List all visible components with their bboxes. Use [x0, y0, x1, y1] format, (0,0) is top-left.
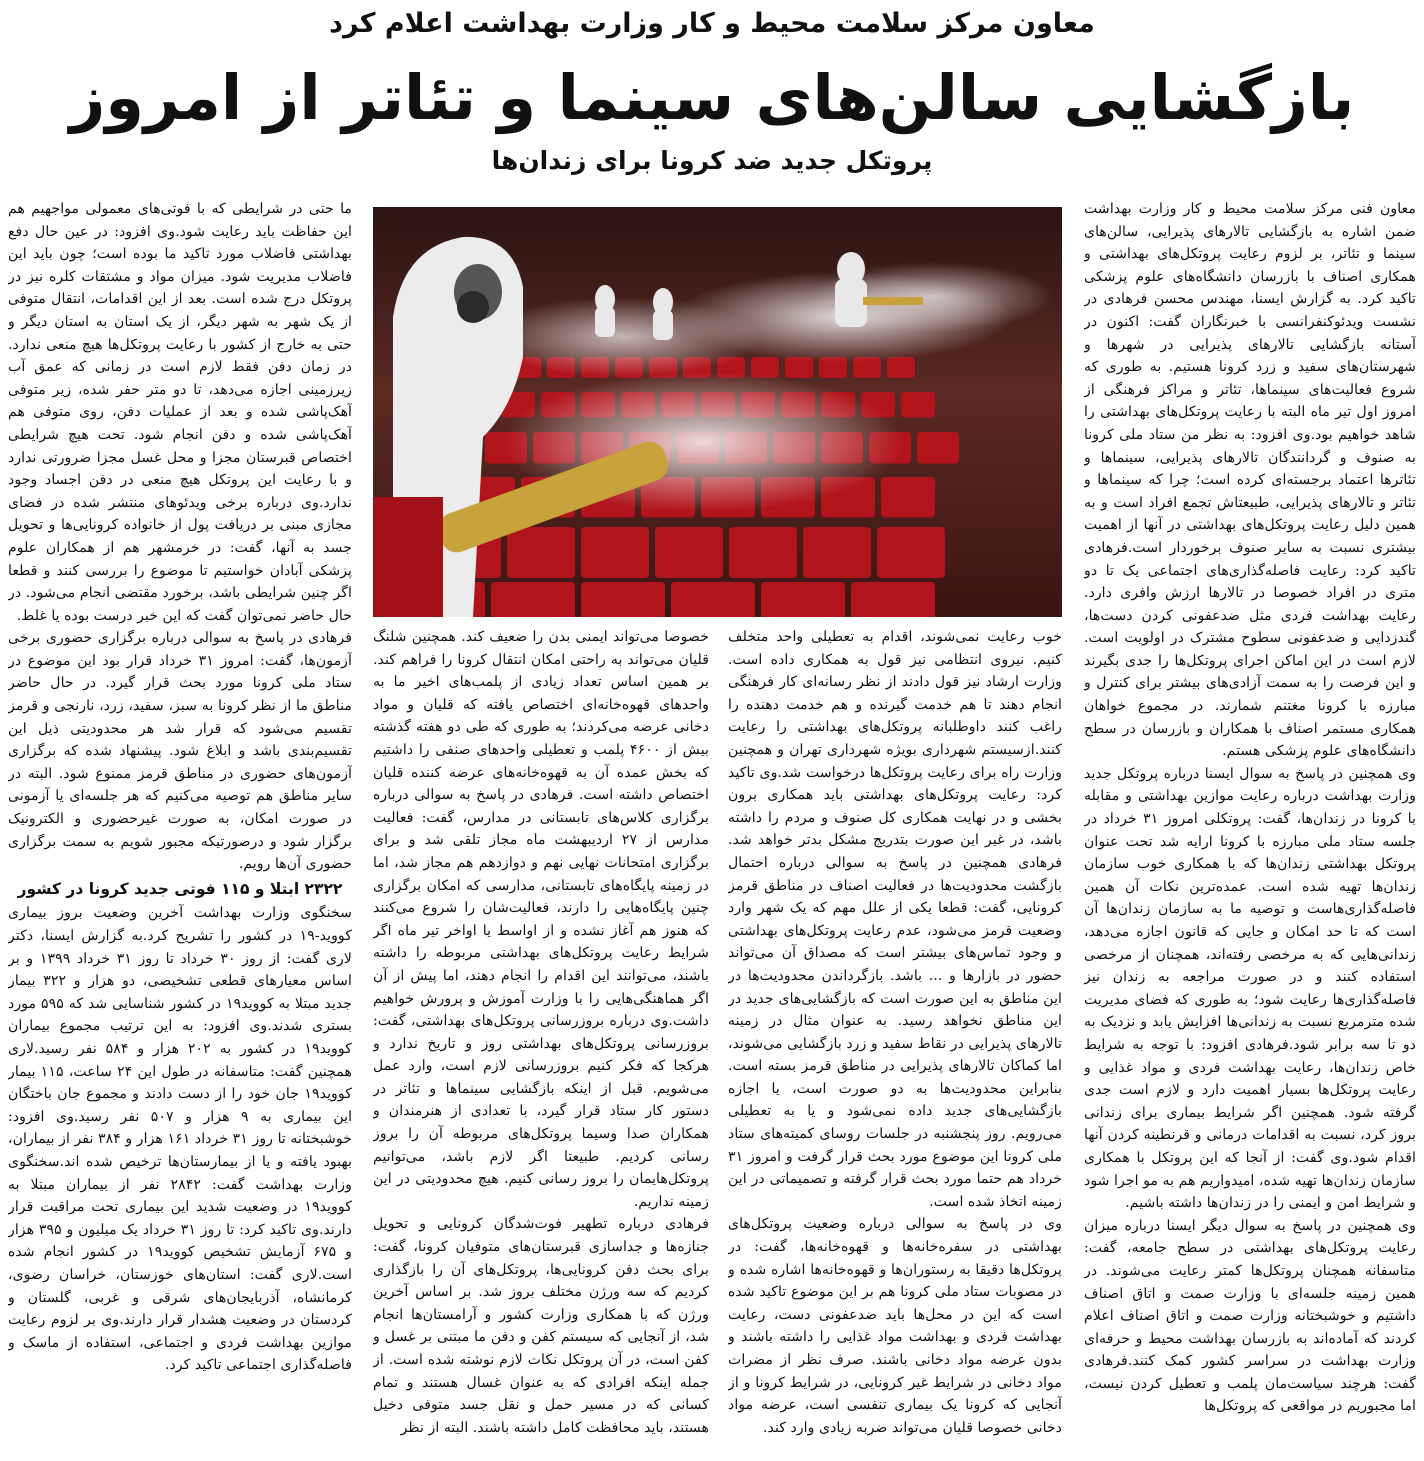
paragraph: معاون فنی مرکز سلامت محیط و کار وزارت بهداشت ضمن اشاره به بازگشایی تالارهای پذیرایی، سالن‌های سینما و تئاتر، بر لزوم رعایت پروتکل‌های بهداشتی و همکاری اصناف با بازرسان دانشگاه‌های علوم پزشکی تاکید کرد. به گزارش ایسنا، مهندس محسن فرهادی در نشست ویدئوکنفرانسی با خبرنگاران گفت: اکنون در آستانه بازگشایی تالارهای پذیرایی در شهرها و شهرستان‌های سفید و زرد کرونا هستیم. به طوری که شروع فعالیت‌های سینماها، تئاتر و مراکز فرهنگی از امروز اول تیر ماه البته با رعایت پروتکل‌های بهداشتی را شاهد خواهیم بود.وی افزود: به نظر من ستاد ملی کرونا به صنوف و گردانندگان تالارهای پذیرایی، سینماها و تئاترها اعتماد برجسته‌ای کرده است؛ چرا که سینماها و تئاتر و تالارهای پذیرایی، طبیعتاش تجمع افراد است و به همین دلیل رعایت پروتکل‌های بهداشتی در آنها از اهمیت بیشتری نسبت به سایر صنوف برخوردار است.فرهادی تاکید کرد: رعایت فاصله‌گذاری‌های اجتماعی یک تا دو متری در افراد خصوصا در تالارها ارزش وافری دارد. رعایت بهداشت فردی مثل ضدعفونی کردن دست‌ها، گندزدایی و ضدعفونی سطوح مشترک در اولویت است. لازم است در این اماکن اجرای پروتکل‌ها را جدی بگیرند و این فرصت را به سمت آزادی‌های بیشتر برای کنترل و مبارزه با کرونا مغتنم شمارند. در مجموع خواهان همکاری مستمر اصناف با همکاران و بازرسان در سطح دانشگاه‌های علوم پزشکی هستم.: [1084, 201, 1416, 760]
section-heading: ۲۳۲۲ ابتلا و ۱۱۵ فوتی جدید کرونا در کشور: [17, 879, 343, 898]
seat: [507, 527, 575, 578]
paragraph: وی در پاسخ به سوالی درباره وضعیت پروتکل‌های بهداشتی در سفره‌خانه‌ها و قهوه‌خانه‌ها، گفت: در پروتکل‌ها دقیقا به رستوران‌ها و قهوه‌خانه‌ها اشاره شده و در مصوبات ستاد ملی کرونا هم بر این موضوع تاکید شده است که این در محل‌ها باید ضدعفونی دست، رعایت بهداشت فردی و بهداشت مواد غذایی را داشته باشند و بدون عرضه مواد دخانی باشند. صرف نظر از مضرات مواد دخانی در شرایط غیر کرونایی، در شرایط کرونا و از آنجایی که کرونا یک بیماری تنفسی است، عرضه مواد دخانی خصوصا قلیان می‌تواند ضربه زیادی وارد کند.: [728, 1216, 1062, 1436]
paragraph: ما حتی در شرایطی که با فوتی‌های معمولی مواجهیم هم این حفاظت باید رعایت شود.وی افزود: در عین حال دفع بهداشتی فاضلاب مورد تاکید ما بوده است؛ چون باید این فاضلاب مدیریت شود. میزان مواد و مشتقات کلره نیز در پروتکل درج شده است. بعد از این اقدامات، انتقال متوفی از یک شهر به شهر دیگر، از یک استان به استان دیگر و حتی به خارج از کشور با رعایت پروتکل‌ها هیچ منعی ندارد. در زمان دفن فقط لازم است در زمانی که عمق آب زیرزمینی اجازه می‌دهد، تا دو متر حفر شده، زیر متوفی آهک‌پاشی شده و بعد از عملیات دفن، روی متوفی هم آهک‌پاشی شده و دفن انجام شود. تحت هیچ شرایطی اختصاص قبرستان مجزا و محل غسل مجزا ضرورتی ندارد و با رعایت این پروتکل هیچ منعی در دفن اجساد وجود ندارد.وی درباره برخی ویدئوهای منتشر شده در فضای مجازی مبنی بر دریافت پول از خانواده کرونایی‌ها و تحویل جسد به آنها، گفت: در خرمشهر هم از همکاران علوم پزشکی آبادان خواستیم تا موضوع را بررسی کنند و قطعا اگر چنین شرایطی باشد، برخورد مقتضی انجام می‌شود. در حال حاضر نمی‌توان گفت که این خبر درست بوده یا غلط.: [8, 201, 352, 624]
seat: [581, 527, 649, 578]
paragraph: وی همچنین در پاسخ به سوال ایسنا درباره پروتکل جدید وزارت بهداشت درباره رعایت موازین بهداشتی و مقابله با کرونا در زندان‌ها، گفت: پروتکلی امروز ۳۱ خرداد در جلسه ستاد ملی مبارزه با کرونا ارایه شد تحت عنوان پروتکل بهداشتی زندان‌ها که با همکاری خوب سازمان زندان‌ها تهیه شده است. عمده‌ترین نکات آن همین فاصله‌گذاری‌هاست و توصیه ما به سازمان زندان‌ها آن است که تا حد امکان و جایی که قانون اجازه می‌دهد، زندانی‌هایی که به مرخصی رفته‌اند، همچنان از مرخصی استفاده کنند و در صورت مراجعه به زندان نیز فاصله‌گذاری‌ها رعایت شود؛ به طوری که فضای مدیریت شده مترمربع نسبت به زندانی‌ها افزایش یابد و نزدیک به دو تا سه برابر شود.فرهادی افزود: با توجه به شرایط خاص زندان‌ها، رعایت بهداشت فردی و مواد غذایی و رعایت پروتکل‌ها بسیار اهمیت دارد و لازم است جدی گرفته شود. همچنین اگر شرایط بیماری برای زندانی بروز کرد، نسبت به اقدامات درمانی و قرنطینه کردن آنها اقدام شود.وی گفت: از آنجا که این پروتکل با همکاری سازمان زندان‌ها تهیه شده، امیدواریم هم به مو اجرا شود و شرایط امن و ایمنی را در زندان‌ها داشته باشیم.: [1084, 765, 1416, 1212]
seat: [729, 527, 797, 578]
seat: [881, 477, 935, 518]
headline: بازگشایی سالن‌های سینما و تئاتر از امروز: [69, 61, 1355, 134]
seat: [581, 582, 665, 617]
seat: [851, 582, 935, 617]
subheadline: پروتکل جدید ضد کرونا برای زندان‌ها: [491, 146, 933, 175]
paragraph: خوب رعایت نمی‌شوند، اقدام به تعطیلی واحد متخلف کنیم. نیروی انتظامی نیز قول به همکاری داده است. وزارت ارشاد نیز قول دادند از نظر رسانه‌ای کار فرهنگی انجام دهند تا هم خدمت گیرنده و هم خدمت دهنده را راغب کنند داوطلبانه پروتکل‌های بهداشتی را رعایت کنند.ازسیستم شهرداری بویژه شهرداری تهران و همچنین وزارت راه برای رعایت پروتکل‌ها درخواست شد.وی تاکید کرد: رعایت پروتکل‌های بهداشتی باید همکاری برون بخشی و در نهایت همکاری کل صنوف و مردم را داشته باشد، در غیر این صورت بتدریج مشکل بدتر خواهد شد. فرهادی همچنین در پاسخ به سوالی درباره احتمال بازگشت محدودیت‌ها در فعالیت اصناف در مناطق قرمز کرونایی، گفت: قطعا یکی از علل مهم که یک شهر وارد وضعیت قرمز می‌شود، عدم رعایت پروتکل‌های بهداشتی و وجود تماس‌های بیشتر است که مصداق آن می‌تواند حضور در بازارها و ... باشد. بازگرداندن محدودیت‌ها در این مناطق به این صورت است که بازگشایی‌های جدید در این مناطق نخواهد رسید. به عنوان مثال در زمینه تالارهای پذیرایی در نقاط سفید و زرد بازگشایی می‌شوند، اما کماکان تالارهای پذیرایی در مناطق قرمز بسته است. بنابراین محدودیت‌ها به دو صورت است، یا اجازه بازگشایی‌های جدید داده نمی‌شود و یا به تعطیلی می‌رویم. روز پنجشنبه در جلسات روسای کمیته‌های ستاد ملی کرونا این موضوع مورد بحث قرار گرفت و امروز ۳۱ خرداد هم حتما مورد بحث قرار گرفته و تصمیماتی در این زمینه اتخاذ شده است.: [728, 629, 1062, 1210]
column-1: [1084, 198, 1416, 1454]
seat: [491, 582, 575, 617]
column-2: [728, 626, 1062, 1454]
seat: [655, 527, 723, 578]
column-4: [8, 198, 352, 1454]
seat: [671, 582, 755, 617]
paragraph: فرهادی درباره تطهیر فوت‌شدگان کرونایی و تحویل جنازه‌ها و جداسازی قبرستان‌های متوفیان کرونا، گفت: برای بحث دفن کرونایی‌ها، پروتکل‌های آن را بازگذاری کردیم که سه ورژن مختلف بروز شد. بر اساس آخرین ورژن که با همکاری وزارت کشور و آرامستان‌ها انجام شد، از آنجایی که سیستم کفن و دفن ما مبتنی بر غسل و کفن است، در آن پروتکل نکات لازم نوشته شده است. از جمله اینکه افرادی که به عنوان غسال هستند و تمام کسانی که در مسیر حمل و نقل جسد متوفی دخیل هستند، باید محافظت کامل داشته باشند. البته از نظر: [373, 1216, 709, 1436]
seat: [917, 432, 959, 464]
column-3: [373, 626, 709, 1454]
cinema-disinfection-illustration: [373, 207, 1062, 617]
paragraph: خصوصا می‌تواند ایمنی بدن را ضعیف کند. همچنین شلنگ قلیان می‌تواند به راحتی امکان انتقال کرونا را فراهم کند. بر همین اساس تعداد زیادی از پلمب‌های اخیر ما به واحدهای قهوه‌خانه‌ای اختصاص یافته که قلیان و مواد دخانی عرضه می‌کردند؛ به طوری که طی دو هفته گذشته بیش از ۴۶۰۰ پلمب و تعطیلی واحدهای صنفی را داشتیم که بخش عمده آن به قهوه‌خانه‌های عرضه کننده قلیان اختصاص داشته است. فرهادی در پاسخ به سوالی درباره برگزاری کلاس‌های تابستانی در مدارس، گفت: فعالیت مدارس از ۲۷ اردیبهشت ماه مجاز تلقی شد و برای برگزاری امتحانات نهایی نهم و دوازدهم هم مجاز شد، اما در زمینه پایگاه‌های تابستانی، مدارسی که امکان برگزاری چنین پایگاه‌هایی را دارند، فعالیت‌شان را شروع می‌کنند که هنوز هم آغاز نشده و از اواسط یا اواخر تیر ماه اگر شرایط رعایت پروتکل‌های بهداشتی مربوطه را داشته باشند، می‌توانند این اقدام را انجام دهند، اما پیش از آن اگر هماهنگی‌هایی را با وزارت آموزش و پرورش خواهیم داشت.وی درباره بروزرسانی پروتکل‌های بهداشتی، گفت: بروزرسانی پروتکل‌های بهداشتی روز و تاریخ ندارد و هرکجا که فکر کنیم بروزرسانی لازم است، وارد عمل می‌شویم. قبل از اینکه بازگشایی سینماها و تئاتر در دستور کار ستاد قرار گیرد، با تعدادی از هنرمندان و همکاران صدا وسیما پروتکل‌های مربوطه آن را بروز رسانی کردیم. طبیعتا اگر لازم باشد، می‌توانیم پروتکل‌هایمان را بروز رسانی کنیم. هیچ محدودیتی در این زمینه نداریم.: [373, 629, 709, 1210]
paragraph: وی همچنین در پاسخ به سوال دیگر ایسنا درباره میزان رعایت پروتکل‌های بهداشتی در سطح جامعه، گفت: متاسفانه همچنان پروتکل‌ها کمتر رعایت می‌شوند. در همین زمینه جلسه‌ای با وزارت صمت و اتاق اصناف داشتیم و خوشبختانه وزارت صمت و اتاق اصناف اعلام کردند که آماده‌اند به بازرسان بهداشت محیط و حرفه‌ای وزارت بهداشت در سراسر کشور کمک کنند.فرهادی گفت: هرچند سیاست‌مان پلمب و تعطیل کردن نیست، اما مجبوریم در مواقعی که پروتکل‌ها: [1084, 1217, 1416, 1415]
kicker: معاون مرکز سلامت محیط و کار وزارت بهداشت اعلام کرد: [329, 8, 1095, 39]
seat: [803, 527, 871, 578]
paragraph: سخنگوی وزارت بهداشت آخرین وضعیت بروز بیماری کووید-۱۹ در کشور را تشریح کرد.به گزارش ایسنا، دکتر لاری گفت: از روز ۳۰ خرداد تا روز ۳۱ خرداد ۱۳۹۹ و بر اساس معیارهای قطعی تشخیصی، دو هزار و ۳۲۲ بیمار جدید مبتلا به کووید۱۹ در کشور شناسایی شد که ۵۹۵ مورد بستری شدند.وی افزود: به این ترتیب مجموع بیماران کووید۱۹ در کشور به ۲۰۲ هزار و ۵۸۴ نفر رسید.لاری همچنین گفت: متاسفانه در طول این ۲۴ ساعت، ۱۱۵ بیمار کووید۱۹ جان خود را از دست دادند و مجموع جان باختگان این بیماری به ۹ هزار و ۵۰۷ نفر رسید.وی افزود: خوشبختانه تا روز ۳۱ خرداد ۱۶۱ هزار و ۳۸۴ نفر از بیماران، بهبود یافته و یا از بیمارستان‌ها ترخیص شده اند.سخنگوی وزارت بهداشت گفت: ۲۸۴۲ نفر از بیماران مبتلا به کووید۱۹ در وضعیت شدید این بیماری تحت مراقبت قرار دارند.وی تاکید کرد: تا روز ۳۱ خرداد یک میلیون و ۳۹۵ هزار و ۶۷۵ آزمایش تشخیص کووید۱۹ در کشور انجام شده است.لاری گفت: استان‌های خوزستان، خراسان رضوی، کرمانشاه، آذربایجان‌های شرقی و غربی، گلستان و کردستان در وضعیت هشدار قرار دارند.وی بر لزوم رعایت موازین بهداشت فردی و اجتماعی، استفاده از ماسک و فاصله‌گذاری اجتماعی تاکید کرد.: [8, 905, 352, 1374]
seat: [761, 582, 845, 617]
news-photo: [373, 207, 1062, 617]
paragraph: فرهادی در پاسخ به سوالی درباره برگزاری حضوری برخی آزمون‌ها، گفت: امروز ۳۱ خرداد قرار بود این موضوع در ستاد ملی کرونا مورد بحث قرار گیرد. در حال حاضر مناطق ما از نظر کرونا به سبز، سفید، زرد، نارنجی و قرمز تقسیم می‌شود که قرار شد هر محدودیتی ذیل این تقسیم‌بندی باشد و ابلاغ شود. پیشنهاد شده که برگزاری آزمون‌های حضوری در مناطق قرمز ممنوع شود. البته در سایر مناطق هم توصیه می‌کنیم که هر جلسه‌ای یا آزمونی در صورت امکان، به صورت غیرحضوری و الکترونیک برگزار شود و درصورتیکه مجبور شویم به سمت برگزاری حضوری آن‌ها رویم.: [8, 630, 352, 873]
seat: [901, 392, 935, 418]
seat: [877, 527, 945, 578]
